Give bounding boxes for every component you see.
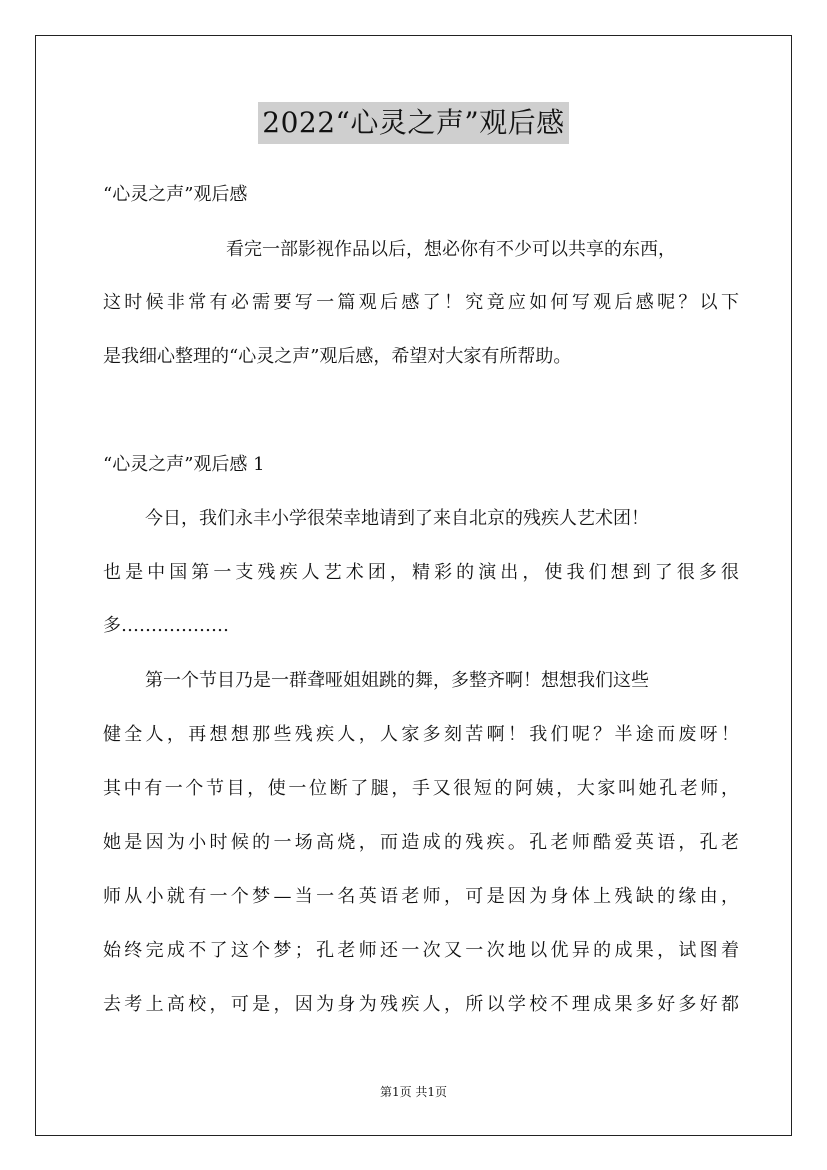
intro-line-2: 这时候非常有必需要写一篇观后感了！究竟应如何写观后感呢？以下 [103, 292, 739, 313]
s1-p2-line-4: 她是因为小时候的一场高烧，而造成的残疾。孔老师酷爱英语，孔老 [103, 832, 739, 853]
s1-p2-line-3: 其中有一个节目，使一位断了腿，手又很短的阿姨，大家叫她孔老师， [103, 778, 739, 799]
page-footer: 第1页 共1页 [379, 1085, 448, 1099]
s1-p2-line-2: 健全人，再想想那些残疾人，人家多刻苦啊！我们呢？半途而废呀！ [103, 724, 739, 745]
section-heading: “心灵之声”观后感 1 [103, 454, 265, 475]
document-title: 2022“心灵之声”观后感 [258, 102, 568, 144]
subtitle: “心灵之声”观后感 [103, 184, 248, 205]
s1-p1-line-3: 多……………… [103, 615, 229, 636]
s1-p1-line-1: 今日，我们永丰小学很荣幸地请到了来自北京的残疾人艺术团！ [145, 508, 649, 529]
s1-p2-line-1: 第一个节目乃是一群聋哑姐姐跳的舞，多整齐啊！想想我们这些 [145, 670, 649, 691]
intro-line-3: 是我细心整理的“心灵之声”观后感，希望对大家有所帮助。 [103, 346, 572, 367]
s1-p1-line-2: 也是中国第一支残疾人艺术团，精彩的演出，使我们想到了很多很 [103, 562, 739, 583]
s1-p2-line-5: 师从小就有一个梦—当一名英语老师，可是因为身体上残缺的缘由， [103, 886, 739, 907]
s1-p2-line-6: 始终完成不了这个梦；孔老师还一次又一次地以优异的成果，试图着 [103, 940, 739, 961]
intro-line-1: 看完一部影视作品以后，想必你有不少可以共享的东西， [226, 239, 676, 260]
s1-p2-line-7: 去考上高校，可是，因为身为残疾人，所以学校不理成果多好多好都 [103, 994, 739, 1015]
document-title-wrap [0, 102, 827, 144]
